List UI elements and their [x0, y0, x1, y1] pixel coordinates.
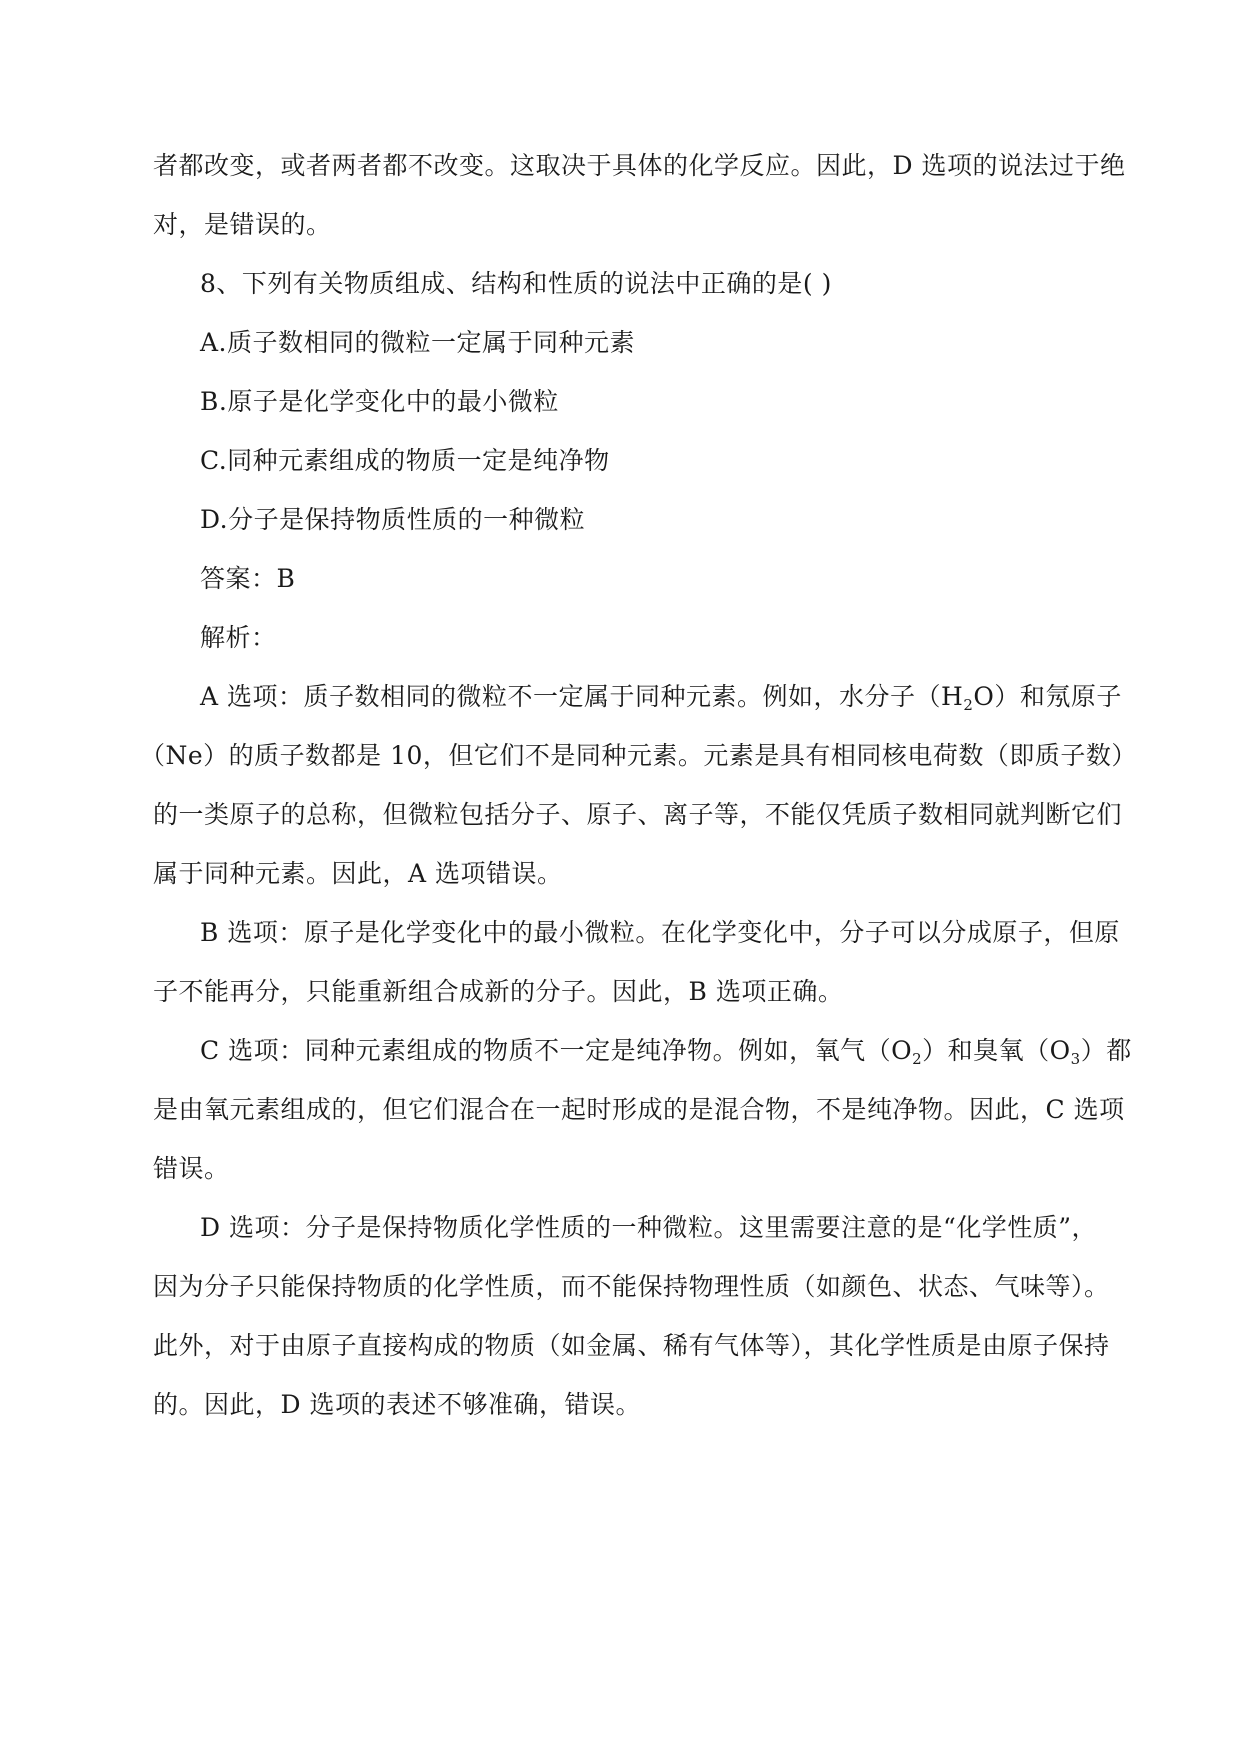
text-segment: ）和臭氧（	[922, 1036, 1050, 1065]
text-segment: A 选项：质子数相同的微粒不一定属于同种元素。例如，水分子（	[200, 682, 942, 711]
paragraph-line: 因为分子只能保持物质的化学性质，而不能保持物理性质（如颜色、状态、气味等）。	[153, 1272, 1110, 1301]
chem-h2o: $H_2$	[941, 682, 974, 714]
chem-o2: $O_2$	[891, 1036, 923, 1068]
paragraph-line: 此外，对于由原子直接构成的物质（如金属、稀有气体等），其化学性质是由原子保持	[153, 1331, 1110, 1360]
paragraph-line: 的。因此，D 选项的表述不够准确，错误。	[153, 1390, 641, 1419]
paragraph-line: 是由氧元素组成的，但它们混合在一起时形成的是混合物，不是纯净物。因此，C 选项	[153, 1095, 1125, 1124]
chem-o3: $O_3$	[1049, 1036, 1081, 1068]
option-c: C.同种元素组成的物质一定是纯净物	[200, 446, 610, 475]
paragraph-line: D 选项：分子是保持物质化学性质的一种微粒。这里需要注意的是“化学性质”，	[200, 1213, 1098, 1242]
paragraph-line: 属于同种元素。因此，A 选项错误。	[153, 859, 563, 888]
answer: 答案：B	[200, 564, 296, 593]
option-b: B.原子是化学变化中的最小微粒	[200, 387, 559, 416]
paragraph-line	[200, 1033, 1132, 1069]
text-segment: ）都	[1080, 1036, 1132, 1065]
text-segment: O）和氖原子	[973, 682, 1122, 711]
paragraph-line: 者都改变，或者两者都不改变。这取决于具体的化学反应。因此，D 选项的说法过于绝	[153, 151, 1126, 180]
paragraph-line: （Ne）的质子数都是 10，但它们不是同种元素。元素是具有相同核电荷数（即质子数）	[140, 741, 1137, 770]
paragraph-line: 错误。	[153, 1154, 230, 1183]
paragraph-line: 对，是错误的。	[153, 210, 332, 239]
paragraph-line: 的一类原子的总称，但微粒包括分子、原子、离子等，不能仅凭质子数相同就判断它们	[153, 800, 1123, 829]
option-d: D.分子是保持物质性质的一种微粒	[200, 505, 586, 534]
paragraph-line: 子不能再分，只能重新组合成新的分子。因此，B 选项正确。	[153, 977, 844, 1006]
paragraph-line: B 选项：原子是化学变化中的最小微粒。在化学变化中，分子可以分成原子，但原	[200, 918, 1120, 947]
text-segment: C 选项：同种元素组成的物质不一定是纯净物。例如，氧气（	[200, 1036, 892, 1065]
paragraph-line	[200, 679, 1122, 715]
option-a: A.质子数相同的微粒一定属于同种元素	[200, 328, 636, 357]
analysis-heading: 解析：	[200, 623, 277, 652]
question-title: 8、下列有关物质组成、结构和性质的说法中正确的是( )	[200, 269, 832, 298]
